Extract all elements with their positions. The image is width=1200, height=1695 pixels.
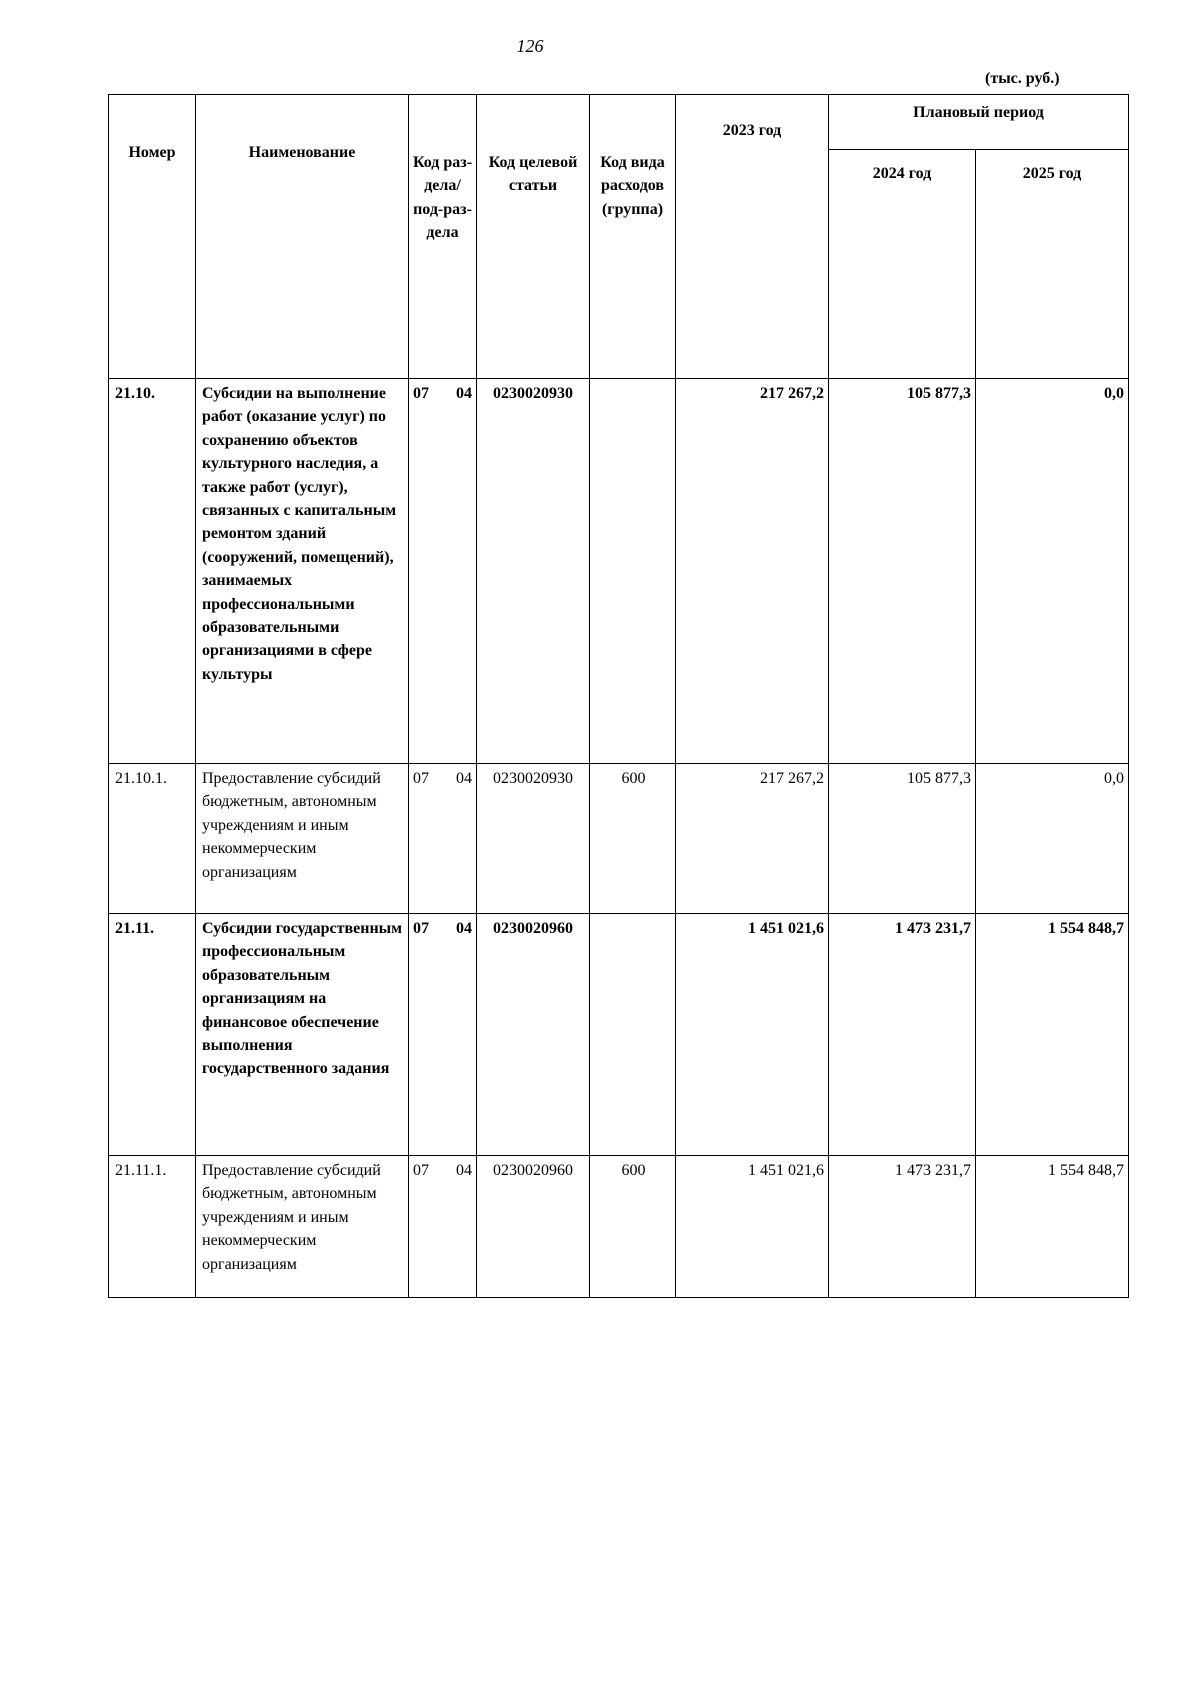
- budget-table: [108, 94, 1129, 1298]
- section-code: 07: [413, 385, 429, 402]
- section-code: 07: [413, 920, 429, 937]
- row-target-code: 0230020960: [477, 1156, 590, 1298]
- subsection-code: 04: [456, 770, 472, 787]
- row-amount-2024: 1 473 231,7: [829, 1156, 976, 1298]
- row-amount-2025: 1 554 848,7: [976, 914, 1129, 1156]
- header-section: Код раз-дела/ под-раз-дела: [409, 95, 477, 379]
- row-amount-2025: 0,0: [976, 379, 1129, 764]
- row-name: Предоставление субсидий бюджетным, автономным учреждениям и иным некоммерческим организациям: [196, 764, 409, 914]
- row-number: 21.11.: [109, 914, 196, 1156]
- section-code: 07: [413, 1162, 429, 1179]
- row-target-code: 0230020930: [477, 379, 590, 764]
- table-row: [109, 764, 1129, 914]
- row-name: Субсидии на выполнение работ (оказание услуг) по сохранению объектов культурного наследия, а также работ (услуг), связанных с капитальным ремонтом зданий (сооружений, помещений), занимаемых профессиональными образовательными организациями в сфере культуры: [196, 379, 409, 764]
- row-amount-2024: 1 473 231,7: [829, 914, 976, 1156]
- row-name: Субсидии государственным профессиональным образовательным организациям на финансовое обеспечение выполнения государственного задания: [196, 914, 409, 1156]
- row-name: Предоставление субсидий бюджетным, автономным учреждениям и иным некоммерческим организациям: [196, 1156, 409, 1298]
- header-2023: 2023 год: [676, 95, 829, 379]
- header-2025: 2025 год: [976, 149, 1129, 378]
- header-2024: 2024 год: [829, 149, 976, 378]
- row-amount-2025: 1 554 848,7: [976, 1156, 1129, 1298]
- row-expense-type: 600: [590, 764, 676, 914]
- table-row: [109, 1156, 1129, 1298]
- section-code: 07: [413, 770, 429, 787]
- row-section-code: [409, 1156, 477, 1298]
- row-amount-2023: 217 267,2: [676, 379, 829, 764]
- row-target-code: 0230020960: [477, 914, 590, 1156]
- header-expense-type: Код вида расходов (группа): [590, 95, 676, 379]
- row-amount-2023: 1 451 021,6: [676, 1156, 829, 1298]
- row-section-code: [409, 914, 477, 1156]
- row-expense-type: 600: [590, 1156, 676, 1298]
- row-amount-2023: 217 267,2: [676, 764, 829, 914]
- page-number: 126: [516, 36, 544, 56]
- subsection-code: 04: [456, 1162, 472, 1179]
- table-row: [109, 914, 1129, 1156]
- row-number: 21.10.1.: [109, 764, 196, 914]
- row-amount-2023: 1 451 021,6: [676, 914, 829, 1156]
- row-section-code: [409, 764, 477, 914]
- row-expense-type: [590, 379, 676, 764]
- row-number: 21.11.1.: [109, 1156, 196, 1298]
- row-section-code: [409, 379, 477, 764]
- row-expense-type: [590, 914, 676, 1156]
- header-target: Код целевой статьи: [477, 95, 590, 379]
- row-amount-2024: 105 877,3: [829, 764, 976, 914]
- row-target-code: 0230020930: [477, 764, 590, 914]
- header-number: Номер: [109, 95, 196, 379]
- row-number: 21.10.: [109, 379, 196, 764]
- row-amount-2025: 0,0: [976, 764, 1129, 914]
- subsection-code: 04: [456, 920, 472, 937]
- row-amount-2024: 105 877,3: [829, 379, 976, 764]
- subsection-code: 04: [456, 385, 472, 402]
- table-row: [109, 379, 1129, 764]
- header-name: Наименование: [196, 95, 409, 379]
- units-label: (тыс. руб.): [985, 70, 1060, 87]
- header-plan-period: Плановый период: [829, 95, 1129, 150]
